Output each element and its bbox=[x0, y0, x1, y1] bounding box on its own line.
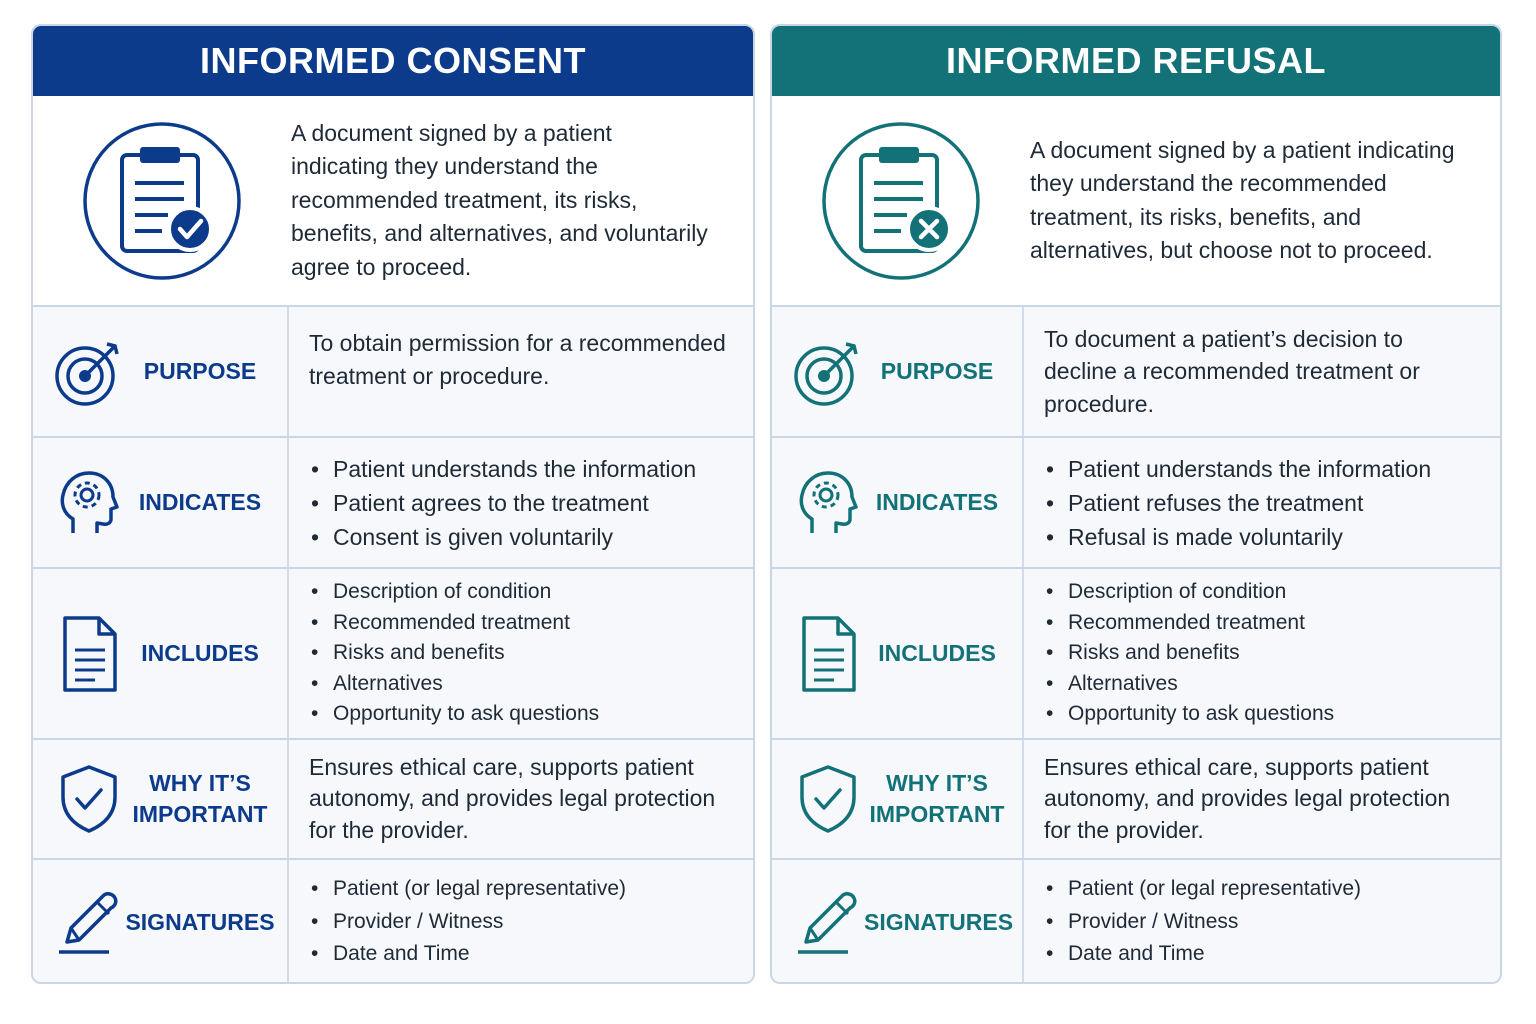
indicates-label: INDICATES bbox=[875, 489, 999, 515]
list-item: • Recommended treatment bbox=[1044, 608, 1334, 639]
signatures-list bbox=[309, 873, 626, 971]
why-label-line2: IMPORTANT bbox=[132, 801, 268, 827]
list-item: • Patient understands the information bbox=[1044, 452, 1431, 486]
purpose-text: To document a patient’s decision to decline a recommended treatment or procedure. bbox=[1044, 325, 1420, 417]
document-icon bbox=[53, 618, 125, 690]
list-item: • Description of condition bbox=[309, 577, 599, 608]
consent-why-row bbox=[33, 740, 753, 860]
includes-list bbox=[1044, 577, 1334, 730]
target-icon bbox=[792, 336, 864, 408]
refusal-indicates-row bbox=[772, 438, 1500, 569]
includes-label: INCLUDES bbox=[878, 640, 996, 666]
list-item: • Date and Time bbox=[309, 938, 626, 971]
refusal-includes-row bbox=[772, 569, 1500, 740]
list-item: • Risks and benefits bbox=[309, 638, 599, 669]
list-item: • Opportunity to ask questions bbox=[309, 699, 599, 730]
includes-label: INCLUDES bbox=[141, 640, 259, 666]
includes-list bbox=[309, 577, 599, 730]
list-item: • Date and Time bbox=[1044, 938, 1361, 971]
head-gear-icon bbox=[792, 467, 864, 539]
list-item: • Alternatives bbox=[309, 669, 599, 700]
indicates-label: INDICATES bbox=[138, 489, 262, 515]
signatures-list bbox=[1044, 873, 1361, 971]
list-item: • Patient agrees to the treatment bbox=[309, 486, 696, 520]
list-item: • Patient understands the information bbox=[309, 452, 696, 486]
why-label-line1: WHY IT’S bbox=[149, 770, 251, 796]
pen-icon bbox=[792, 886, 864, 958]
list-item: • Provider / Witness bbox=[309, 906, 626, 939]
refusal-purpose-row bbox=[772, 307, 1500, 438]
shield-check-icon bbox=[53, 763, 125, 835]
document-icon bbox=[792, 618, 864, 690]
refusal-why-row bbox=[772, 740, 1500, 860]
informed-refusal-card bbox=[770, 24, 1502, 984]
list-item: • Opportunity to ask questions bbox=[1044, 699, 1334, 730]
consent-indicates-row bbox=[33, 438, 753, 569]
consent-signatures-row bbox=[33, 860, 753, 984]
why-text: Ensures ethical care, supports patient autonomy, and provides legal protection for the provider. bbox=[1044, 753, 1451, 843]
list-item: • Patient refuses the treatment bbox=[1044, 486, 1431, 520]
list-item: • Description of condition bbox=[1044, 577, 1334, 608]
list-item: • Recommended treatment bbox=[309, 608, 599, 639]
why-text: Ensures ethical care, supports patient autonomy, and provides legal protection for the provider. bbox=[309, 753, 716, 843]
pen-icon bbox=[53, 886, 125, 958]
consent-definition: A document signed by a patient indicating they understand the recommended treatment, its risks, benefits, and alternatives, and voluntarily agree to proceed. bbox=[291, 119, 708, 280]
consent-definition-row bbox=[33, 96, 753, 307]
indicates-list bbox=[1044, 452, 1431, 554]
purpose-label: PURPOSE bbox=[143, 358, 257, 384]
informed-consent-card bbox=[31, 24, 755, 984]
consent-title: INFORMED CONSENT bbox=[33, 26, 753, 96]
why-label bbox=[125, 768, 287, 830]
purpose-text: To obtain permission for a recommended treatment or procedure. bbox=[309, 329, 726, 389]
consent-purpose-row bbox=[33, 307, 753, 438]
head-gear-icon bbox=[53, 467, 125, 539]
consent-includes-row bbox=[33, 569, 753, 740]
shield-check-icon bbox=[792, 763, 864, 835]
why-label-line2: IMPORTANT bbox=[869, 801, 1005, 827]
signatures-label: SIGNATURES bbox=[125, 908, 275, 935]
clipboard-x-icon bbox=[772, 121, 1030, 281]
list-item: • Patient (or legal representative) bbox=[309, 873, 626, 906]
refusal-signatures-row bbox=[772, 860, 1500, 984]
list-item: • Provider / Witness bbox=[1044, 906, 1361, 939]
list-item: • Patient (or legal representative) bbox=[1044, 873, 1361, 906]
why-label-line1: WHY IT’S bbox=[886, 770, 988, 796]
refusal-definition: A document signed by a patient indicating they understand the recommended treatment, its risks, benefits, and alternatives, but choose not to proceed. bbox=[1030, 136, 1455, 263]
list-item: • Risks and benefits bbox=[1044, 638, 1334, 669]
target-icon bbox=[53, 336, 125, 408]
list-item: • Alternatives bbox=[1044, 669, 1334, 700]
signatures-label: SIGNATURES bbox=[864, 908, 1014, 935]
purpose-label: PURPOSE bbox=[880, 358, 994, 384]
list-item: • Refusal is made voluntarily bbox=[1044, 520, 1431, 554]
refusal-definition-row bbox=[772, 96, 1500, 307]
refusal-title: INFORMED REFUSAL bbox=[772, 26, 1500, 96]
why-label bbox=[864, 768, 1022, 830]
clipboard-check-icon bbox=[33, 121, 291, 281]
list-item: • Consent is given voluntarily bbox=[309, 520, 696, 554]
indicates-list bbox=[309, 452, 696, 554]
